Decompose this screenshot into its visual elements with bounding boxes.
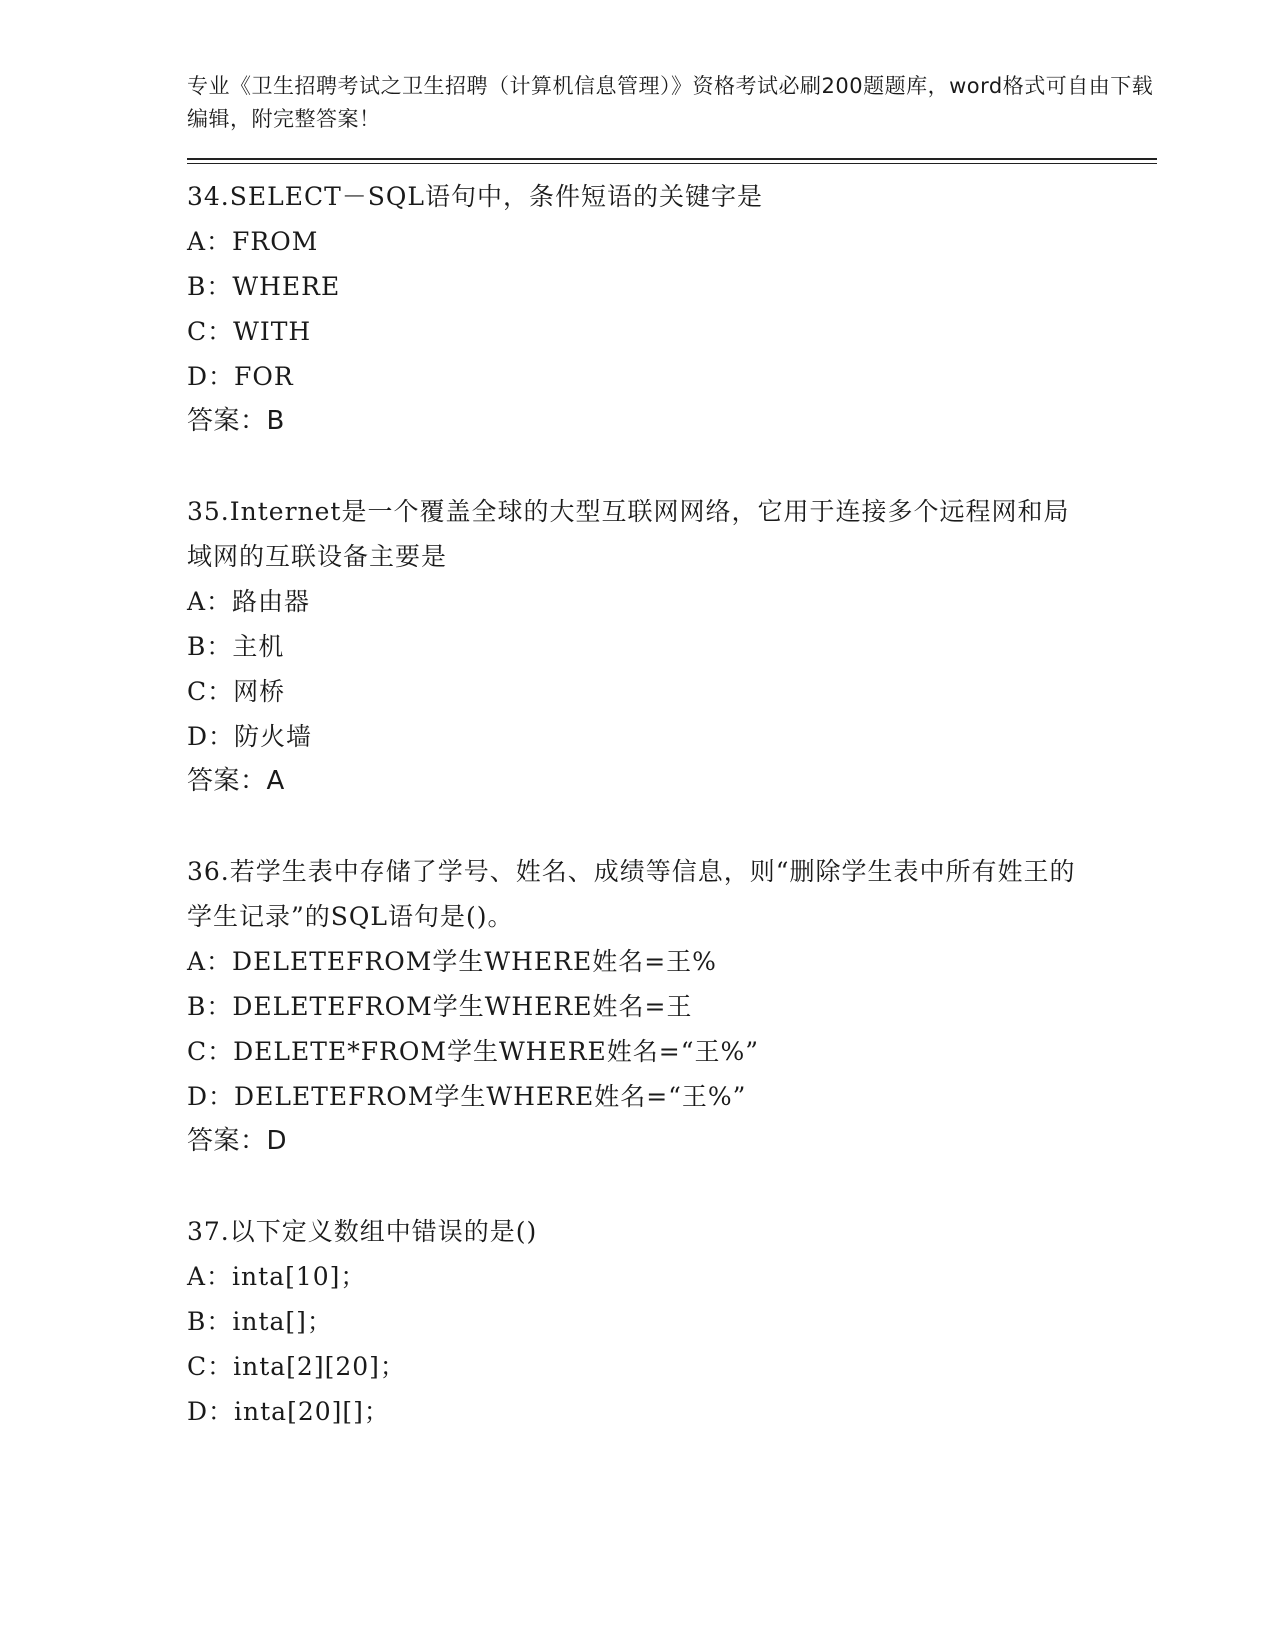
question-text: 35.Internet是一个覆盖全球的大型互联网网络，它用于连接多个远程网和局域网的互联设备主要是 — [187, 497, 1070, 571]
document-page — [187, 70, 1157, 1479]
option-a: A：inta[10]； — [187, 1262, 367, 1291]
header-divider — [187, 158, 1157, 164]
question-item — [187, 489, 1157, 804]
question-item — [187, 174, 1157, 444]
option-c: C：网桥 — [187, 677, 286, 706]
option-d: D：inta[20][]； — [187, 1397, 390, 1426]
option-d: D：DELETEFROM学生WHERE姓名=“王%” — [187, 1082, 747, 1111]
question-text: 36.若学生表中存储了学号、姓名、成绩等信息，则“删除学生表中所有姓王的学生记录”的SQL语句是()。 — [187, 857, 1076, 931]
option-b: B：主机 — [187, 632, 285, 661]
option-c: C：DELETE*FROM学生WHERE姓名=“王%” — [187, 1037, 760, 1066]
option-d: D：防火墙 — [187, 722, 313, 751]
answer-text: 答案：A — [187, 766, 285, 796]
option-c: C：inta[2][20]； — [187, 1352, 406, 1381]
option-c: C：WITH — [187, 317, 312, 346]
question-list — [187, 174, 1157, 1434]
option-b: B：DELETEFROM学生WHERE姓名=王 — [187, 992, 693, 1021]
question-text: 37.以下定义数组中错误的是() — [187, 1217, 538, 1246]
option-a: A：FROM — [187, 227, 319, 256]
option-a: A：DELETEFROM学生WHERE姓名=王% — [187, 947, 717, 976]
question-item — [187, 849, 1157, 1164]
option-a: A：路由器 — [187, 587, 311, 616]
option-b: B：WHERE — [187, 272, 341, 301]
answer-text: 答案：B — [187, 406, 285, 436]
option-d: D：FOR — [187, 362, 294, 391]
document-header: 专业《卫生招聘考试之卫生招聘（计算机信息管理）》资格考试必刷200题题库，word格式可自由下载编辑，附完整答案！ — [187, 74, 1154, 131]
option-b: B：inta[]； — [187, 1307, 333, 1336]
question-item — [187, 1209, 1157, 1434]
answer-text: 答案：D — [187, 1126, 288, 1156]
question-text: 34.SELECT－SQL语句中，条件短语的关键字是 — [187, 182, 764, 211]
